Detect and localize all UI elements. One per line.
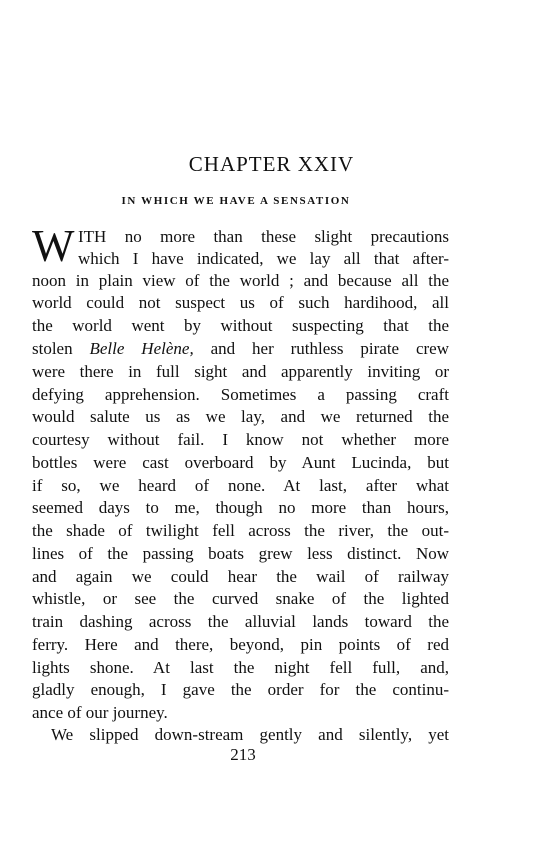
text-line: the world went by without suspecting that the (32, 316, 449, 335)
text-line-with-italic (32, 338, 449, 360)
text-line: train dashing across the alluvial lands toward the (32, 612, 449, 631)
page-number: 213 (230, 745, 256, 764)
text-line: the shade of twilight fell across the river, the out- (32, 521, 449, 540)
text-segment: stolen (32, 339, 90, 358)
text-line: would salute us as we lay, and we returned the (32, 407, 449, 426)
text-line: noon in plain view of the world ; and because all the (32, 271, 449, 290)
text-line: whistle, or see the curved snake of the lighted (32, 589, 449, 608)
text-line: bottles were cast overboard by Aunt Lucinda, but (32, 453, 449, 472)
text-line: gladly enough, I gave the order for the continu- (32, 680, 449, 699)
boat-name-italic: Belle Helène, (89, 339, 194, 358)
text-line: seemed days to me, though no more than hours, (32, 498, 449, 517)
chapter-title: CHAPTER XXIV (188, 152, 355, 176)
text-line: ferry. Here and there, beyond, pin points of red (32, 635, 449, 654)
text-segment: and her ruthless pirate crew (193, 339, 449, 358)
text-line: world could not suspect us of such hardihood, all (32, 293, 449, 312)
text-line: ITH no more than these slight precautions (78, 227, 449, 246)
text-line: We slipped down-stream gently and silently, yet (51, 725, 449, 744)
drop-cap: W (32, 221, 75, 271)
text-line: ance of our journey. (32, 703, 168, 722)
text-line: were there in full sight and apparently inviting or (32, 362, 449, 381)
text-line: lines of the passing boats grew less distinct. Now (32, 544, 449, 563)
text-line: which I have indicated, we lay all that after- (78, 249, 449, 268)
text-line: if so, we heard of none. At last, after what (32, 476, 449, 495)
text-line: and again we could hear the wail of railway (32, 567, 449, 586)
text-line: defying apprehension. Sometimes a passing craft (32, 385, 449, 404)
text-line: courtesy without fail. I know not whether more (32, 430, 449, 449)
text-line: lights shone. At last the night fell full, and, (32, 658, 449, 677)
chapter-subtitle: IN WHICH WE HAVE A SENSATION (121, 195, 351, 207)
